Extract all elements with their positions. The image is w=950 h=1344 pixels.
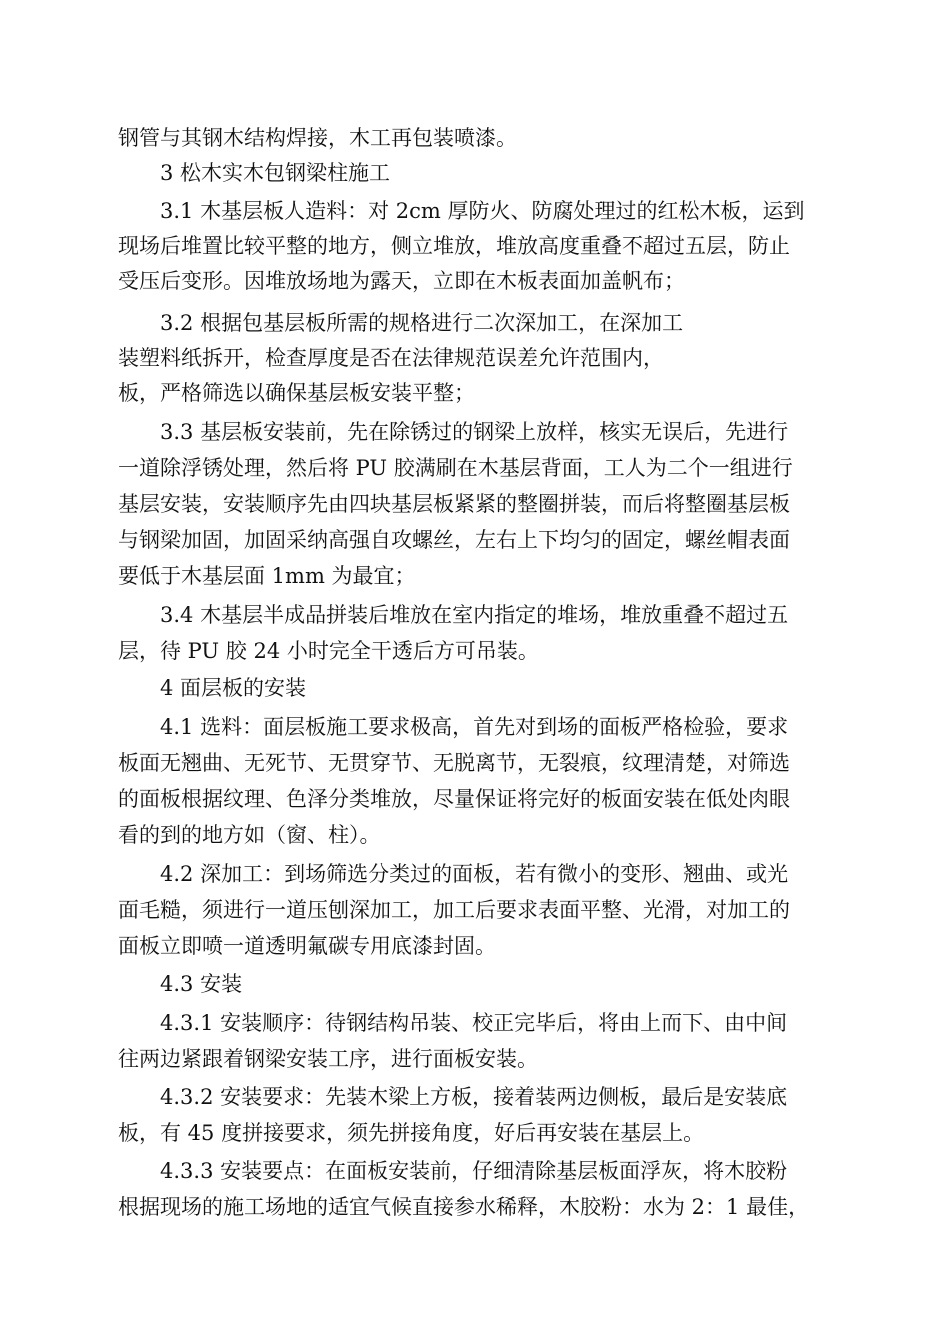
text-line: 4.3.1 安装顺序：待钢结构吊装、校正完毕后，将由上而下、由中间 [160, 1011, 788, 1035]
text-line: 一道除浮锈处理，然后将 PU 胶满刷在木基层背面，工人为二个一组进行 [118, 456, 793, 480]
text-line: 板，严格筛选以确保基层板安装平整； [118, 381, 475, 405]
section-heading: 3 松木实木包钢梁柱施工 [160, 161, 391, 185]
text-line: 4.3.2 安装要求：先装木梁上方板，接着装两边侧板，最后是安装底 [160, 1085, 788, 1109]
section-heading: 4.3 安装 [160, 972, 243, 996]
text-line: 4.1 选料：面层板施工要求极高，首先对到场的面板严格检验，要求 [160, 715, 789, 739]
text-line: 与钢梁加固，加固采纳高强自攻螺丝，左右上下均匀的固定，螺丝帽表面 [118, 528, 790, 552]
text-line: 往两边紧跟着钢梁安装工序，进行面板安装。 [118, 1047, 538, 1071]
text-line: 装塑料纸拆开，检查厚度是否在法律规范误差允许范围内， [118, 346, 664, 370]
text-line: 4.3.3 安装要点：在面板安装前，仔细清除基层板面浮灰，将木胶粉 [160, 1159, 788, 1183]
text-line: 3.2 根据包基层板所需的规格进行二次深加工，在深加工 [160, 311, 684, 335]
text-line: 受压后变形。因堆放场地为露天，立即在木板表面加盖帆布； [118, 269, 685, 293]
text-line: 3.1 木基层板人造料：对 2cm 厚防火、防腐处理过的红松木板，运到 [160, 199, 805, 223]
text-line: 钢管与其钢木结构焊接，木工再包装喷漆。 [118, 126, 517, 150]
text-line: 根据现场的施工场地的适宜气候直接参水稀释，木胶粉：水为 2：1 最佳， [118, 1195, 810, 1219]
text-line: 面毛糙，须进行一道压刨深加工，加工后要求表面平整、光滑，对加工的 [118, 898, 790, 922]
text-line: 基层安装，安装顺序先由四块基层板紧紧的整圈拼装，而后将整圈基层板 [118, 492, 790, 516]
text-line: 3.3 基层板安装前，先在除锈过的钢梁上放样，核实无误后，先进行 [160, 420, 789, 444]
text-line: 层，待 PU 胶 24 小时完全干透后方可吊装。 [118, 639, 539, 663]
text-line: 现场后堆置比较平整的地方，侧立堆放，堆放高度重叠不超过五层，防止 [118, 234, 790, 258]
text-line: 的面板根据纹理、色泽分类堆放，尽量保证将完好的板面安装在低处肉眼 [118, 787, 790, 811]
text-line: 面板立即喷一道透明氟碳专用底漆封固。 [118, 934, 496, 958]
text-line: 要低于木基层面 1mm 为最宜； [118, 564, 416, 588]
obscured-region [716, 298, 856, 378]
section-heading: 4 面层板的安装 [160, 676, 307, 700]
text-line: 3.4 木基层半成品拼装后堆放在室内指定的堆场，堆放重叠不超过五 [160, 603, 789, 627]
text-line: 看的到的地方如（窗、柱）。 [118, 823, 381, 847]
text-line: 板面无翘曲、无死节、无贯穿节、无脱离节，无裂痕，纹理清楚，对筛选 [118, 751, 790, 775]
text-line: 4.2 深加工：到场筛选分类过的面板，若有微小的变形、翘曲、或光 [160, 862, 789, 886]
text-line: 板，有 45 度拼接要求，须先拼接角度，好后再安装在基层上。 [118, 1121, 705, 1145]
